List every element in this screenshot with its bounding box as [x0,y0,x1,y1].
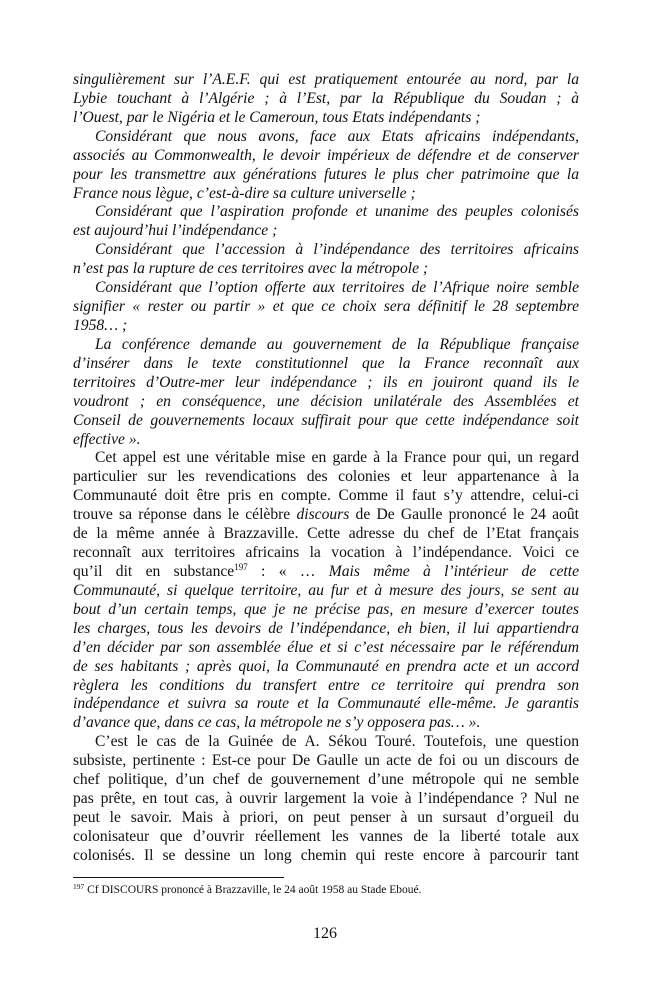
text-line [73,677,579,696]
text-segment: reconnaît aux territoires africains la vocation à l’indépendance. Voici ce [73,544,579,562]
text-segment: de la même année à Brazzaville. Cette adresse du chef de l’Etat français [73,525,579,543]
text-line [73,355,579,374]
footnote-reference: 197 [234,562,248,572]
footnote-separator [73,877,284,878]
text-segment: d’avance que, dans ce cas, la métropole ne s’y opposera pas… ». [73,714,481,732]
text-segment: discours [296,506,350,524]
text-line [73,260,579,279]
text-segment: subsiste, pertinente : Est-ce pour De Gaulle un acte de foi ou un discours de [73,752,579,770]
text-segment: l’Ouest, par le Nigéria et le Cameroun, tous Etats indépendants ; [73,108,481,126]
text-segment: pas prête, en tout cas, à ouvrir largement la voie à l’indépendance ? Nul ne [73,790,579,808]
text-segment: singulièrement sur l’A.E.F. qui est pratiquement entourée au nord, par la [73,71,579,88]
text-line [73,109,579,128]
text-segment: d’en décider par son assemblée élue et si c’est nécessaire par le référendum [73,638,579,656]
text-segment: associés au Commonwealth, le devoir impérieux de défendre et de conserver [73,146,579,164]
text-segment: Conseil de gouvernements locaux suffirait pour que cette indépendance soit [73,411,579,429]
text-segment: France nous lègue, c’est-à-dire sa culture universelle ; [73,184,416,202]
footnote-text: Cf DISCOURS prononcé à Brazzaville, le 24 août 1958 au Stade Eboué. [84,884,422,896]
text-segment: effective ». [73,430,141,448]
text-line [73,185,579,204]
text-line [73,412,579,431]
text-segment: les charges, tous les devoirs de l’indépendance, eh bien, il lui appartiendra [73,619,579,637]
text-line [73,639,579,658]
text-line [73,809,579,828]
text-segment: colonisateur que d’ouvrir réellement les vannes de la liberté totale aux [73,827,579,845]
text-segment: Cet appel est une véritable mise en garde à la France pour qui, un regard [95,449,579,467]
text-line [73,203,579,222]
text-segment: de De Gaulle prononcé le 24 août [349,506,579,524]
text-line [73,658,579,677]
text-segment: n’est pas la rupture de ces territoires avec la métropole ; [73,260,429,278]
text-line [73,241,579,260]
text-line [73,279,579,298]
text-line [73,336,579,355]
text-segment: colonisés. Il se dessine un long chemin qui reste encore à parcourir tant [73,846,579,864]
text-segment: trouve sa réponse dans le célèbre [73,506,297,524]
text-segment: Mais même à l’intérieur de cette [328,562,579,580]
text-line [73,828,579,847]
text-line [73,506,579,525]
text-segment: bout d’un certain temps, que je ne précise pas, en mesure d’exercer toutes [73,600,579,618]
text-line [73,222,579,241]
text-segment: : « … [247,562,329,580]
text-line [73,752,579,771]
text-line [73,317,579,336]
text-segment: peut le savoir. Mais à priori, on peut penser à un sursaut d’orgueil du [73,808,579,826]
text-line [73,431,579,450]
text-segment: particulier sur les revendications des colonies et leur appartenance à la [73,468,579,486]
text-segment: d’insérer dans le texte constitutionnel que la France reconnaît aux [73,354,579,372]
text-segment: C’est le cas de la Guinée de A. Sékou Touré. Toutefois, une question [95,733,579,751]
text-segment: 1958… ; [73,316,128,334]
text-line [73,468,579,487]
text-segment: Communauté doit être pris en compte. Comme il faut s’y attendre, celui-ci [73,487,579,505]
text-segment: de ses habitants ; après quoi, la Communauté en prendra acte et un accord [73,657,579,675]
text-segment: chef politique, d’un chef de gouvernement d’une métropole qui ne semble [73,771,579,789]
text-line [73,544,579,563]
text-segment: Considérant que l’accession à l’indépendance des territoires africains [95,241,579,259]
text-segment: Considérant que nous avons, face aux Etats africains indépendants, [95,127,579,145]
text-line [73,714,579,733]
text-line [73,71,579,90]
text-segment: indépendance et suivra sa route et la Communauté elle-même. Je garantis [73,695,579,713]
text-segment: Considérant que l’aspiration profonde et unanime des peuples colonisés [95,203,579,221]
text-line [73,563,579,582]
text-segment: Lybie touchant à l’Algérie ; à l’Est, par la République du Soudan ; à [73,89,579,107]
body-text [73,71,579,866]
text-segment: signifier « rester ou partir » et que ce choix sera définitif le 28 septembre [73,298,579,316]
text-line [73,601,579,620]
text-segment: Communauté, si quelque territoire, au fur et à mesure des jours, se sent au [73,581,579,599]
text-line [73,393,579,412]
text-segment: règlera les conditions du transfert entre ce territoire qui prendra son [73,676,579,694]
text-line [73,298,579,317]
text-line [73,487,579,506]
page-number: 126 [313,925,337,942]
text-line [73,771,579,790]
text-line [73,128,579,147]
text-line [73,695,579,714]
text-line [73,525,579,544]
text-line [73,620,579,639]
text-line [73,449,579,468]
text-segment: pour les transmettre aux générations futures le plus cher patrimoine que la [73,165,579,183]
footnote [73,884,422,896]
text-segment: est aujourd’hui l’indépendance ; [73,222,278,240]
text-line [73,147,579,166]
text-segment: voudront ; en conséquence, une décision unilatérale des Assemblées et [73,392,579,410]
text-line [73,733,579,752]
text-line [73,582,579,601]
text-line [73,166,579,185]
text-segment: La conférence demande au gouvernement de la République française [95,335,579,353]
text-segment: Considérant que l’option offerte aux territoires de l’Afrique noire semble [95,279,579,297]
text-segment: qu’il dit en substance [73,562,235,580]
text-line [73,790,579,809]
footnote-number: 197 [73,882,85,891]
text-line [73,90,579,109]
text-line [73,374,579,393]
text-segment: territoires d’Outre-mer leur indépendance ; ils en jouiront quand ils le [73,373,579,391]
text-line [73,847,579,866]
